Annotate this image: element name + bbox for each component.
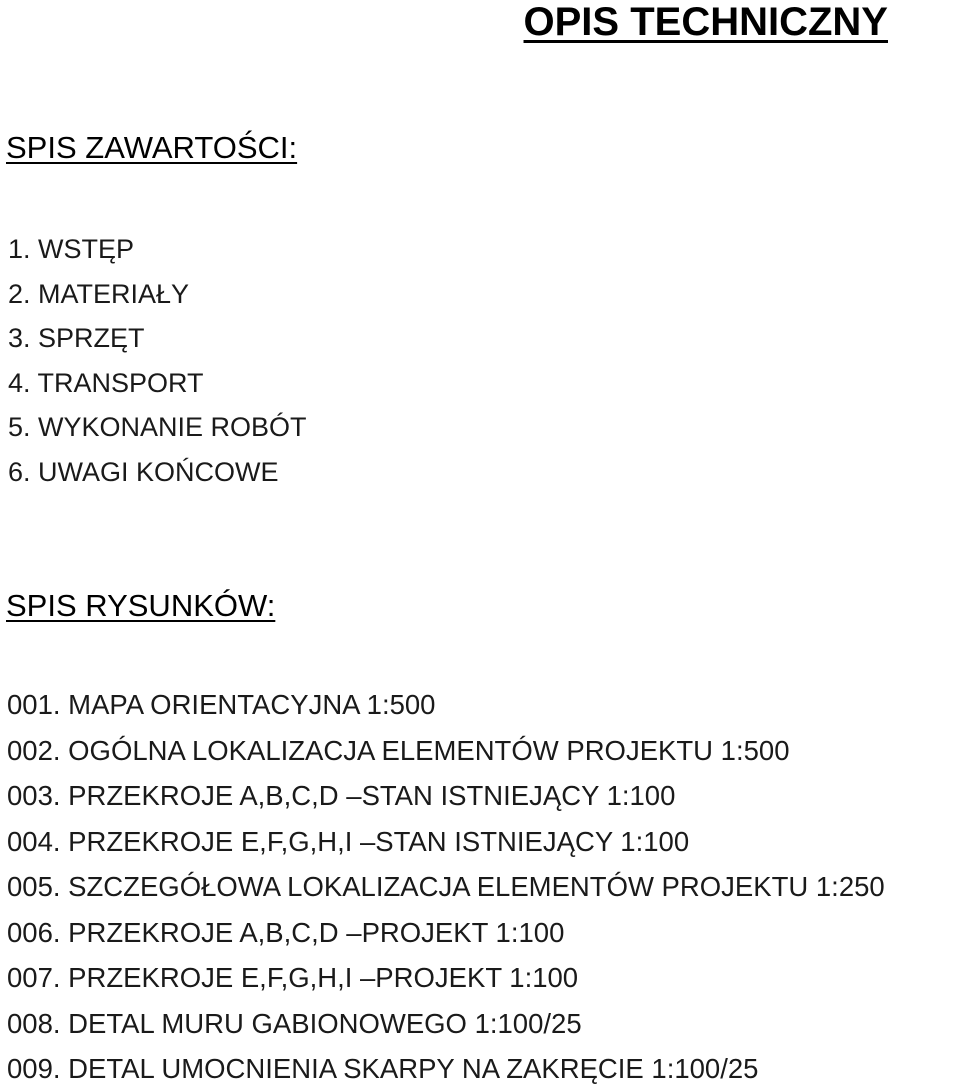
contents-item: 1. WSTĘP (8, 234, 135, 264)
contents-item: 6. UWAGI KOŃCOWE (8, 456, 279, 487)
contents-item: 4. TRANSPORT (8, 367, 204, 398)
drawing-item: 004. PRZEKROJE E,F,G,H,I –STAN ISTNIEJĄCY 1:100 (7, 825, 690, 857)
drawing-item: 009. DETAL UMOCNIENIA SKARPY NA ZAKRĘCIE 1:100/25 (7, 1053, 759, 1084)
drawings-list (7, 682, 885, 1092)
drawing-item: 007. PRZEKROJE E,F,G,H,I –PROJEKT 1:100 (7, 962, 579, 993)
drawing-item: 001. MAPA ORIENTACYJNA 1:500 (7, 689, 436, 720)
drawing-item: 002. OGÓLNA LOKALIZACJA ELEMENTÓW PROJEKTU 1:500 (7, 734, 790, 766)
contents-item: 5. WYKONANIE ROBÓT (8, 412, 307, 442)
drawings-heading: SPIS RYSUNKÓW: (6, 588, 276, 623)
drawing-item: 008. DETAL MURU GABIONOWEGO 1:100/25 (7, 1007, 582, 1039)
contents-item: 2. MATERIAŁY (8, 278, 190, 309)
drawing-item: 003. PRZEKROJE A,B,C,D –STAN ISTNIEJĄCY 1:100 (7, 780, 676, 811)
contents-heading: SPIS ZAWARTOŚCI: (6, 130, 298, 165)
drawing-item: 005. SZCZEGÓŁOWA LOKALIZACJA ELEMENTÓW PROJEKTU 1:250 (7, 871, 885, 902)
contents-list (8, 227, 307, 494)
document-title: OPIS TECHNICZNY (523, 0, 888, 44)
drawing-item: 006. PRZEKROJE A,B,C,D –PROJEKT 1:100 (7, 916, 565, 948)
contents-item: 3. SPRZĘT (8, 323, 145, 353)
